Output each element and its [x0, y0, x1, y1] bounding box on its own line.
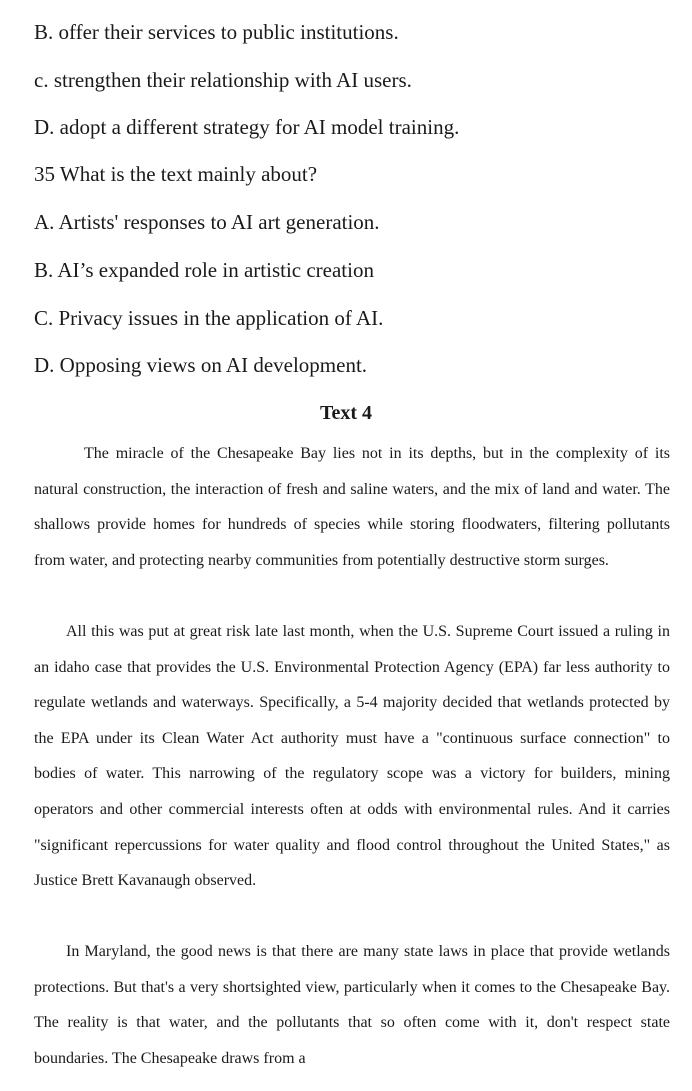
q35-option-d: D. Opposing views on AI development.	[34, 353, 368, 377]
text4-title: Text 4	[319, 402, 373, 424]
q34-option-d: D. adopt a different strategy for AI model training.	[34, 115, 460, 139]
q35-option-a: A. Artists' responses to AI art generation.	[34, 210, 380, 234]
text4-paragraph-3: In Maryland, the good news is that there are many state laws in place that provide wetlands protections. But that's a very shortsighted view, particularly when it comes to the Chesapeake Bay. The reality is that water, and the pollutants that so often come with it, don't respect state boundaries. The Chesapeake draws from a	[34, 943, 670, 1067]
q35-question: 35 What is the text mainly about?	[34, 162, 318, 186]
q35-option-b: B. AI’s expanded role in artistic creation	[34, 258, 374, 282]
q34-option-c: c. strengthen their relationship with AI users.	[34, 68, 412, 92]
q35-option-c: C. Privacy issues in the application of AI.	[34, 306, 384, 330]
text4-paragraph-2: All this was put at great risk late last month, when the U.S. Supreme Court issued a ruling in an idaho case that provides the U.S. Environmental Protection Agency (EPA) far less authority to regulate wetlands and waterways. Specifically, a 5-4 majority decided that wetlands protected by the EPA under its Clean Water Act authority must have a "continuous surface connection" to bodies of water. This narrowing of the regulatory scope was a victory for builders, mining operators and other commercial interests often at odds with environmental rules. And it carries "significant repercussions for water quality and flood control throughout the United States," as Justice Brett Kavanaugh observed.	[34, 623, 670, 890]
q34-option-b: B. offer their services to public institutions.	[34, 20, 399, 44]
text4-paragraph-1: The miracle of the Chesapeake Bay lies not in its depths, but in the complexity of its natural construction, the interaction of fresh and saline waters, and the mix of land and water. The shallows provide homes for hundreds of species while storing floodwaters, filtering pollutants from water, and protecting nearby communities from potentially destructive storm surges.	[34, 445, 670, 569]
